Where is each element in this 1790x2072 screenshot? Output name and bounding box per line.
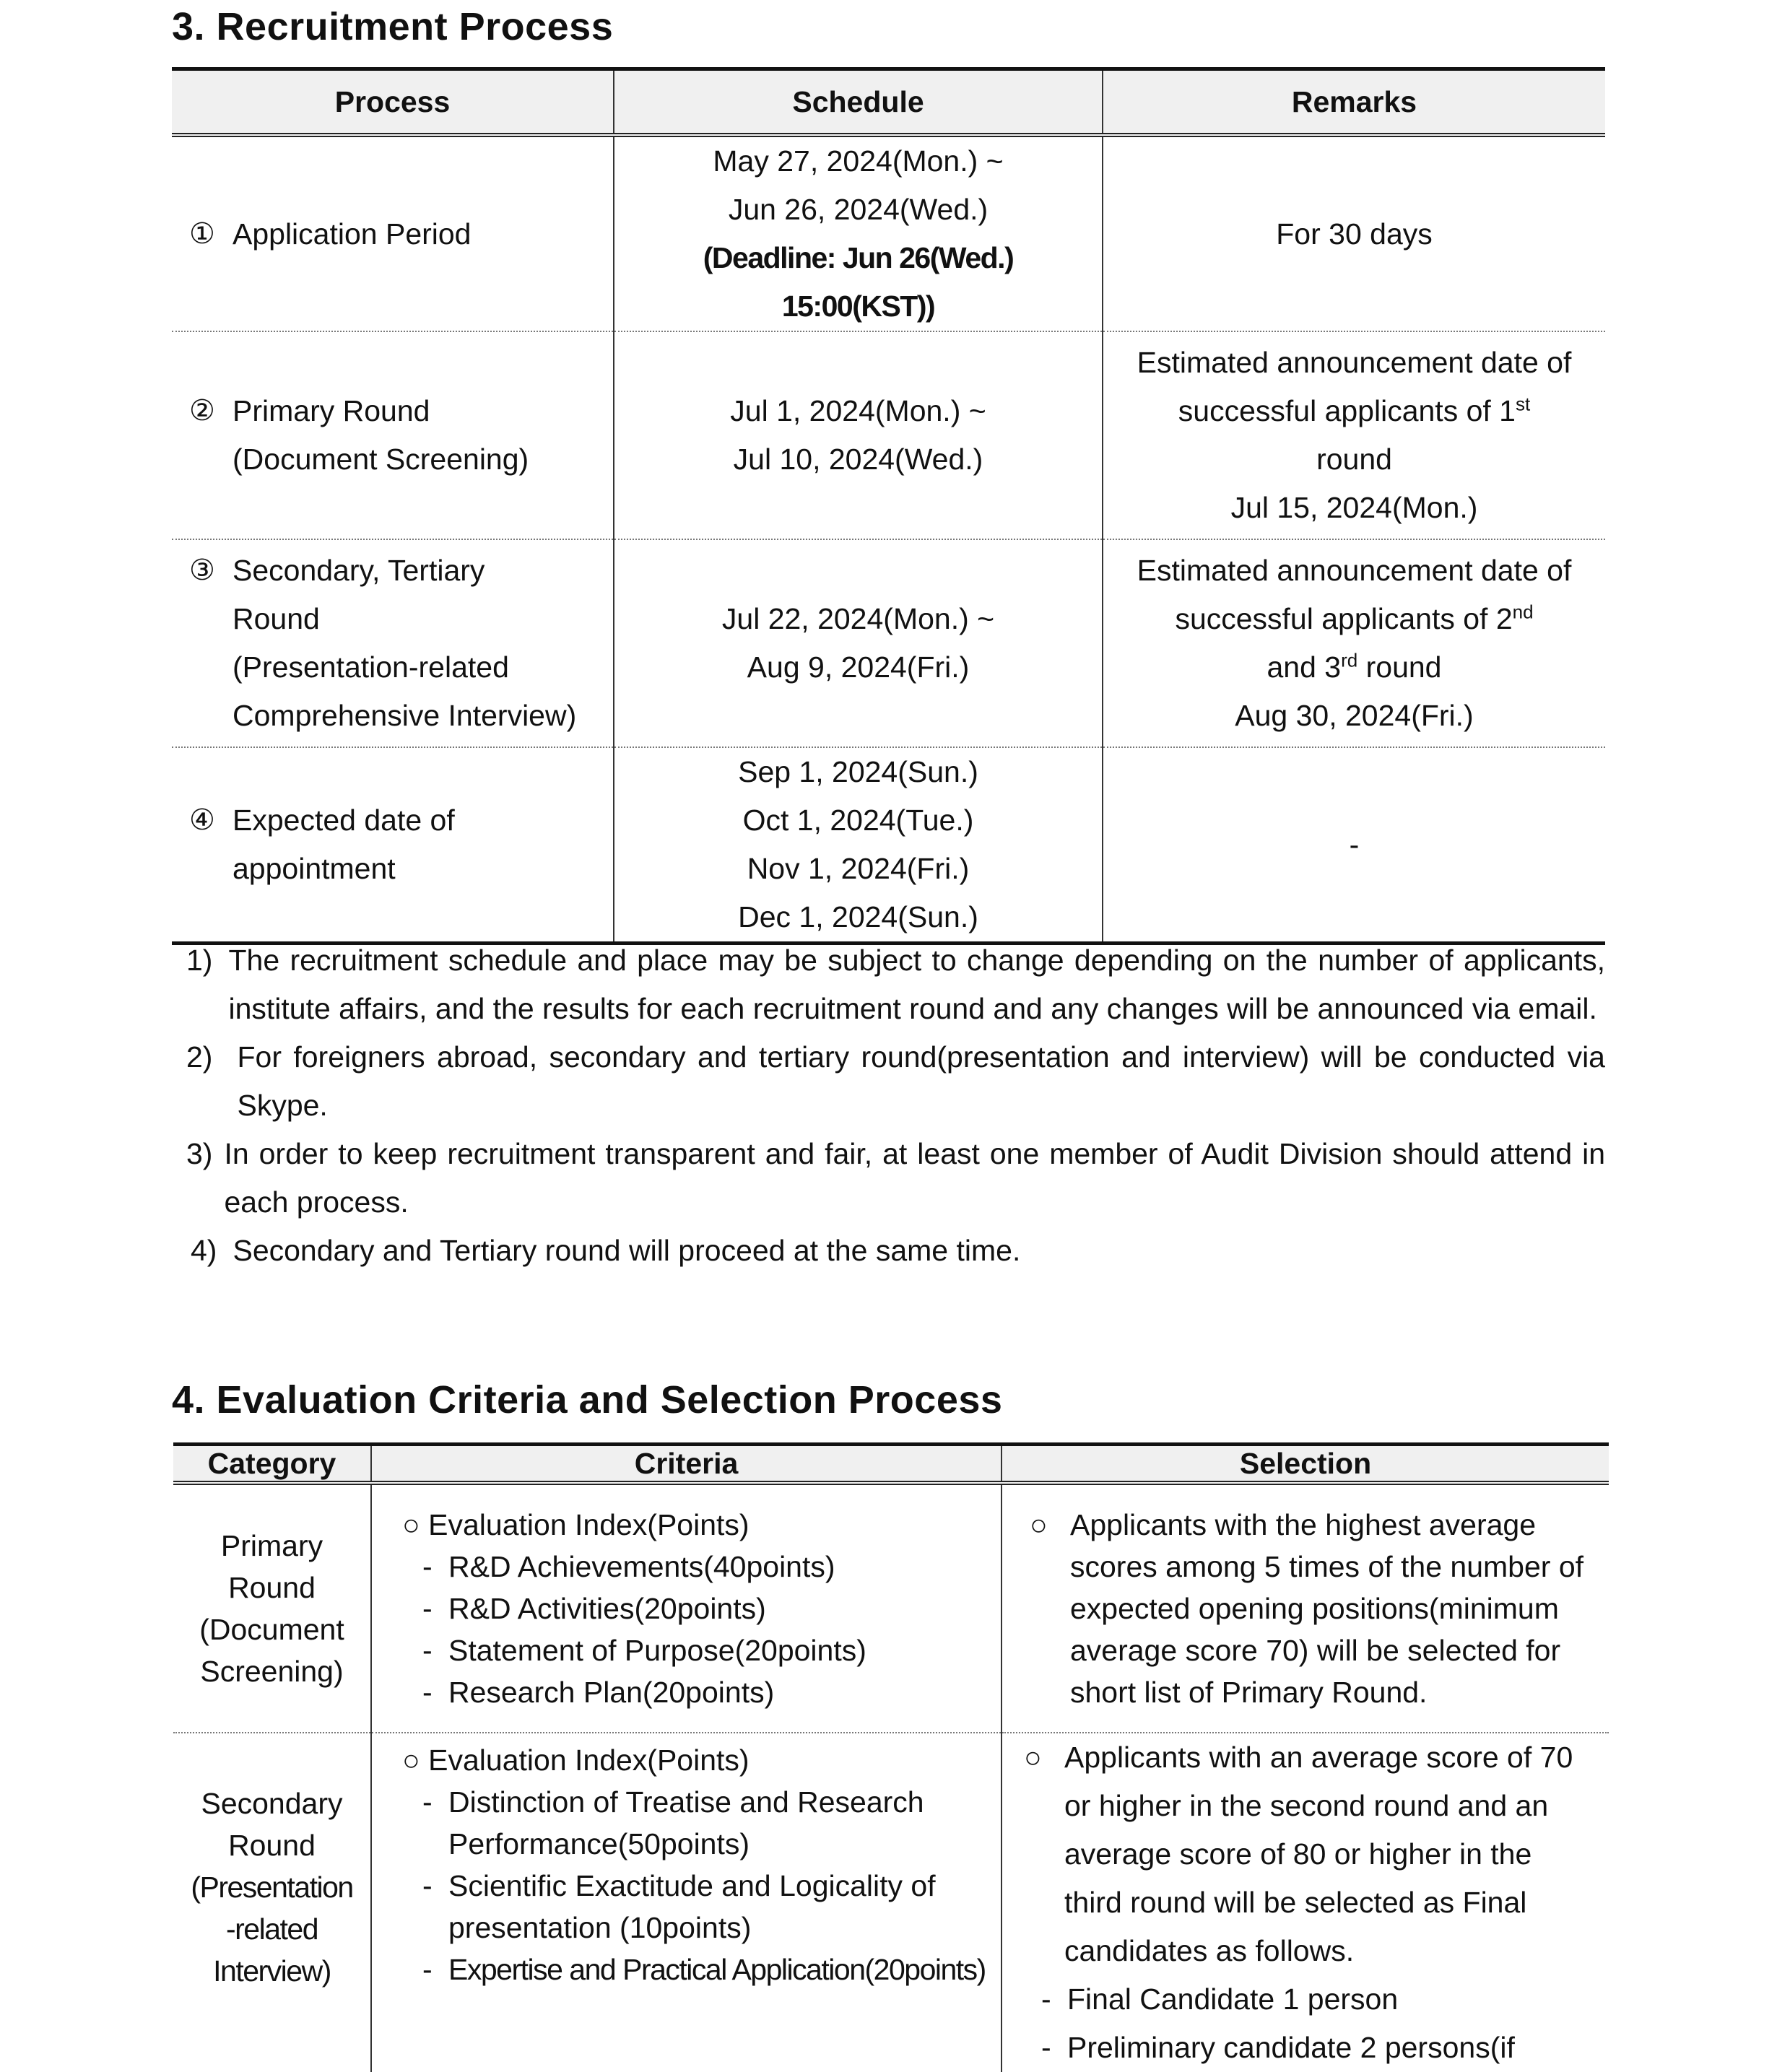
schedule-line: Jun 26, 2024(Wed.): [728, 193, 989, 226]
criteria-item: - Expertise and Practical Application(20points): [401, 1949, 1001, 1990]
remarks-cell: [1103, 331, 1605, 539]
table-row: [172, 135, 1605, 331]
section-3-title: 3. Recruitment Process: [172, 5, 614, 48]
step-number: ②: [189, 395, 215, 427]
table-row: [173, 1733, 1609, 2072]
category-text: (Presentation: [191, 1871, 353, 1904]
criteria-item-text: Scientific Exactitude and Logicality of presentation (10points): [448, 1869, 936, 1944]
process-text: Expected date of: [233, 804, 455, 837]
process-text: (Document Screening): [233, 443, 529, 476]
note-text: In order to keep recruitment transparent and fair, at least one member of Audit Division should attend in each process.: [224, 1137, 1605, 1219]
criteria-item-text: Distinction of Treatise and Research Performance(50points): [448, 1785, 924, 1860]
bullet: ○: [1030, 1508, 1048, 1541]
process-text: Round: [233, 602, 320, 635]
remarks-text: and 3: [1267, 650, 1342, 684]
note-item: [186, 1033, 1605, 1130]
remarks-cell: [1103, 747, 1605, 944]
note-text: Secondary and Tertiary round will proceed at the same time.: [233, 1234, 1021, 1267]
category-text: Round: [228, 1829, 316, 1862]
category-text: Secondary: [201, 1787, 343, 1820]
table-row: [173, 1483, 1609, 1733]
category-text: Interview): [213, 1954, 331, 1988]
process-text: Secondary, Tertiary: [233, 554, 485, 587]
selection-cell: [1002, 1733, 1609, 2072]
schedule-line: Nov 1, 2024(Fri.): [747, 852, 970, 885]
recruitment-process-table: [172, 67, 1605, 945]
table-header-row: [172, 69, 1605, 136]
note-text: For foreigners abroad, secondary and tertiary round(presentation and interview) will be conducted via Skype.: [237, 1040, 1605, 1122]
selection-cell: [1002, 1483, 1609, 1733]
process-text: Comprehensive Interview): [233, 699, 577, 732]
remarks-line: [1103, 387, 1605, 435]
evaluation-criteria-table: [173, 1442, 1609, 2072]
process-text: Application Period: [233, 217, 472, 251]
process-cell: [172, 331, 614, 539]
selection-lead: [1030, 1504, 1587, 1713]
schedule-line: Dec 1, 2024(Sun.): [738, 900, 978, 933]
ordinal-suffix: rd: [1341, 649, 1358, 671]
note-number: 2): [186, 1040, 213, 1074]
table-row: [172, 331, 1605, 539]
table-row: [172, 539, 1605, 747]
selection-text: Applicants with an average score of 70 or higher in the second round and an average score of 80 or higher in the third round will be selected as Final candidates as follows.: [1064, 1741, 1573, 1967]
criteria-item: - Distinction of Treatise and Research Performance(50points): [401, 1781, 1001, 1865]
schedule-cell: [614, 539, 1103, 747]
step-number: ①: [189, 217, 215, 250]
criteria-item-text: R&D Activities(20points): [448, 1592, 766, 1625]
remarks-date: Aug 30, 2024(Fri.): [1235, 699, 1474, 732]
remarks-text: successful applicants of 1: [1178, 394, 1516, 427]
criteria-item: - Research Plan(20points): [401, 1671, 1001, 1713]
process-cell: [172, 747, 614, 944]
step-number: ④: [189, 804, 215, 836]
process-cell: [172, 539, 614, 747]
note-number: 4): [191, 1234, 217, 1267]
schedule-cell: [614, 331, 1103, 539]
process-text: (Presentation-related: [233, 650, 509, 684]
category-text: Primary: [220, 1529, 323, 1562]
remarks-text: -: [1349, 827, 1360, 861]
note-item: [186, 1227, 1605, 1275]
note-number: 3): [186, 1137, 213, 1170]
selection-item: - Final Candidate 1 person: [1024, 1975, 1587, 2024]
process-text: appointment: [233, 852, 396, 885]
header-remarks: Remarks: [1103, 69, 1605, 136]
schedule-line: Oct 1, 2024(Tue.): [742, 804, 974, 837]
schedule-line: Jul 1, 2024(Mon.) ~: [730, 394, 986, 427]
header-category: Category: [173, 1445, 371, 1484]
criteria-item: - Scientific Exactitude and Logicality of presentation (10points): [401, 1865, 1001, 1949]
remarks-line: [1103, 595, 1605, 643]
header-process: Process: [172, 69, 614, 136]
notes-list: [186, 936, 1605, 1275]
deadline-line: (Deadline: Jun 26(Wed.): [703, 241, 1014, 274]
remarks-cell: [1103, 539, 1605, 747]
category-text: -related: [225, 1912, 318, 1946]
criteria-item: - R&D Achievements(40points): [401, 1546, 1001, 1588]
note-item: [186, 936, 1605, 1033]
remarks-line: Estimated announcement date of: [1137, 346, 1572, 379]
category-text: Round: [228, 1571, 316, 1604]
criteria-item-text: Statement of Purpose(20points): [448, 1634, 866, 1667]
remarks-line: round: [1316, 443, 1392, 476]
remarks-cell: [1103, 135, 1605, 331]
note-number: 1): [186, 944, 213, 977]
remarks-text: successful applicants of 2: [1175, 602, 1513, 635]
header-criteria: Criteria: [371, 1445, 1002, 1484]
selection-item: - Preliminary candidate 2 persons(if: [1024, 2024, 1587, 2072]
remarks-text: round: [1357, 650, 1442, 684]
bullet: ○: [1024, 1741, 1042, 1774]
remarks-text: For 30 days: [1276, 217, 1433, 251]
table-row: [172, 747, 1605, 944]
ordinal-suffix: nd: [1512, 601, 1534, 623]
schedule-cell: [614, 747, 1103, 944]
process-cell: [172, 135, 614, 331]
remarks-date: Jul 15, 2024(Mon.): [1230, 491, 1478, 524]
header-schedule: Schedule: [614, 69, 1103, 136]
deadline-line: 15:00(KST)): [781, 290, 935, 323]
category-text: Screening): [200, 1655, 344, 1688]
category-cell: [173, 1733, 371, 2072]
category-cell: [173, 1483, 371, 1733]
remarks-line: [1103, 643, 1605, 692]
category-text: (Document: [199, 1613, 344, 1646]
selection-item-text: Preliminary candidate 2 persons(if: [1067, 2031, 1515, 2064]
section-4-title: 4. Evaluation Criteria and Selection Process: [172, 1378, 1003, 1422]
schedule-line: May 27, 2024(Mon.) ~: [713, 144, 1004, 178]
criteria-item-text: Expertise and Practical Application(20points): [448, 1953, 986, 1986]
header-selection: Selection: [1002, 1445, 1609, 1484]
criteria-cell: [371, 1483, 1002, 1733]
criteria-cell: [371, 1733, 1002, 2072]
table-header-row: [173, 1445, 1609, 1484]
criteria-item-text: Research Plan(20points): [448, 1676, 775, 1709]
selection-lead: [1024, 1733, 1587, 1975]
schedule-line: Sep 1, 2024(Sun.): [738, 755, 978, 788]
schedule-line: Jul 10, 2024(Wed.): [733, 443, 983, 476]
schedule-line: Jul 22, 2024(Mon.) ~: [721, 602, 995, 635]
ordinal-suffix: st: [1515, 393, 1531, 415]
step-number: ③: [189, 554, 215, 586]
selection-item-text: Final Candidate 1 person: [1067, 1982, 1399, 2016]
criteria-item: - R&D Activities(20points): [401, 1588, 1001, 1629]
note-item: [186, 1130, 1605, 1227]
criteria-lead: ○ Evaluation Index(Points): [402, 1744, 750, 1777]
criteria-lead: ○ Evaluation Index(Points): [402, 1508, 750, 1541]
criteria-item: - Statement of Purpose(20points): [401, 1629, 1001, 1671]
note-text: The recruitment schedule and place may be subject to change depending on the number of applicants, institute affairs, and the results for each recruitment round and any changes will be announced via email.: [228, 944, 1605, 1025]
schedule-line: Aug 9, 2024(Fri.): [747, 650, 970, 684]
selection-text: Applicants with the highest average scores among 5 times of the number of expected opening positions(minimum average score 70) will be selected for short list of Primary Round.: [1070, 1508, 1584, 1709]
process-text: Primary Round: [233, 394, 430, 427]
remarks-line: Estimated announcement date of: [1137, 554, 1572, 587]
schedule-cell: [614, 135, 1103, 331]
criteria-item-text: R&D Achievements(40points): [448, 1550, 835, 1583]
